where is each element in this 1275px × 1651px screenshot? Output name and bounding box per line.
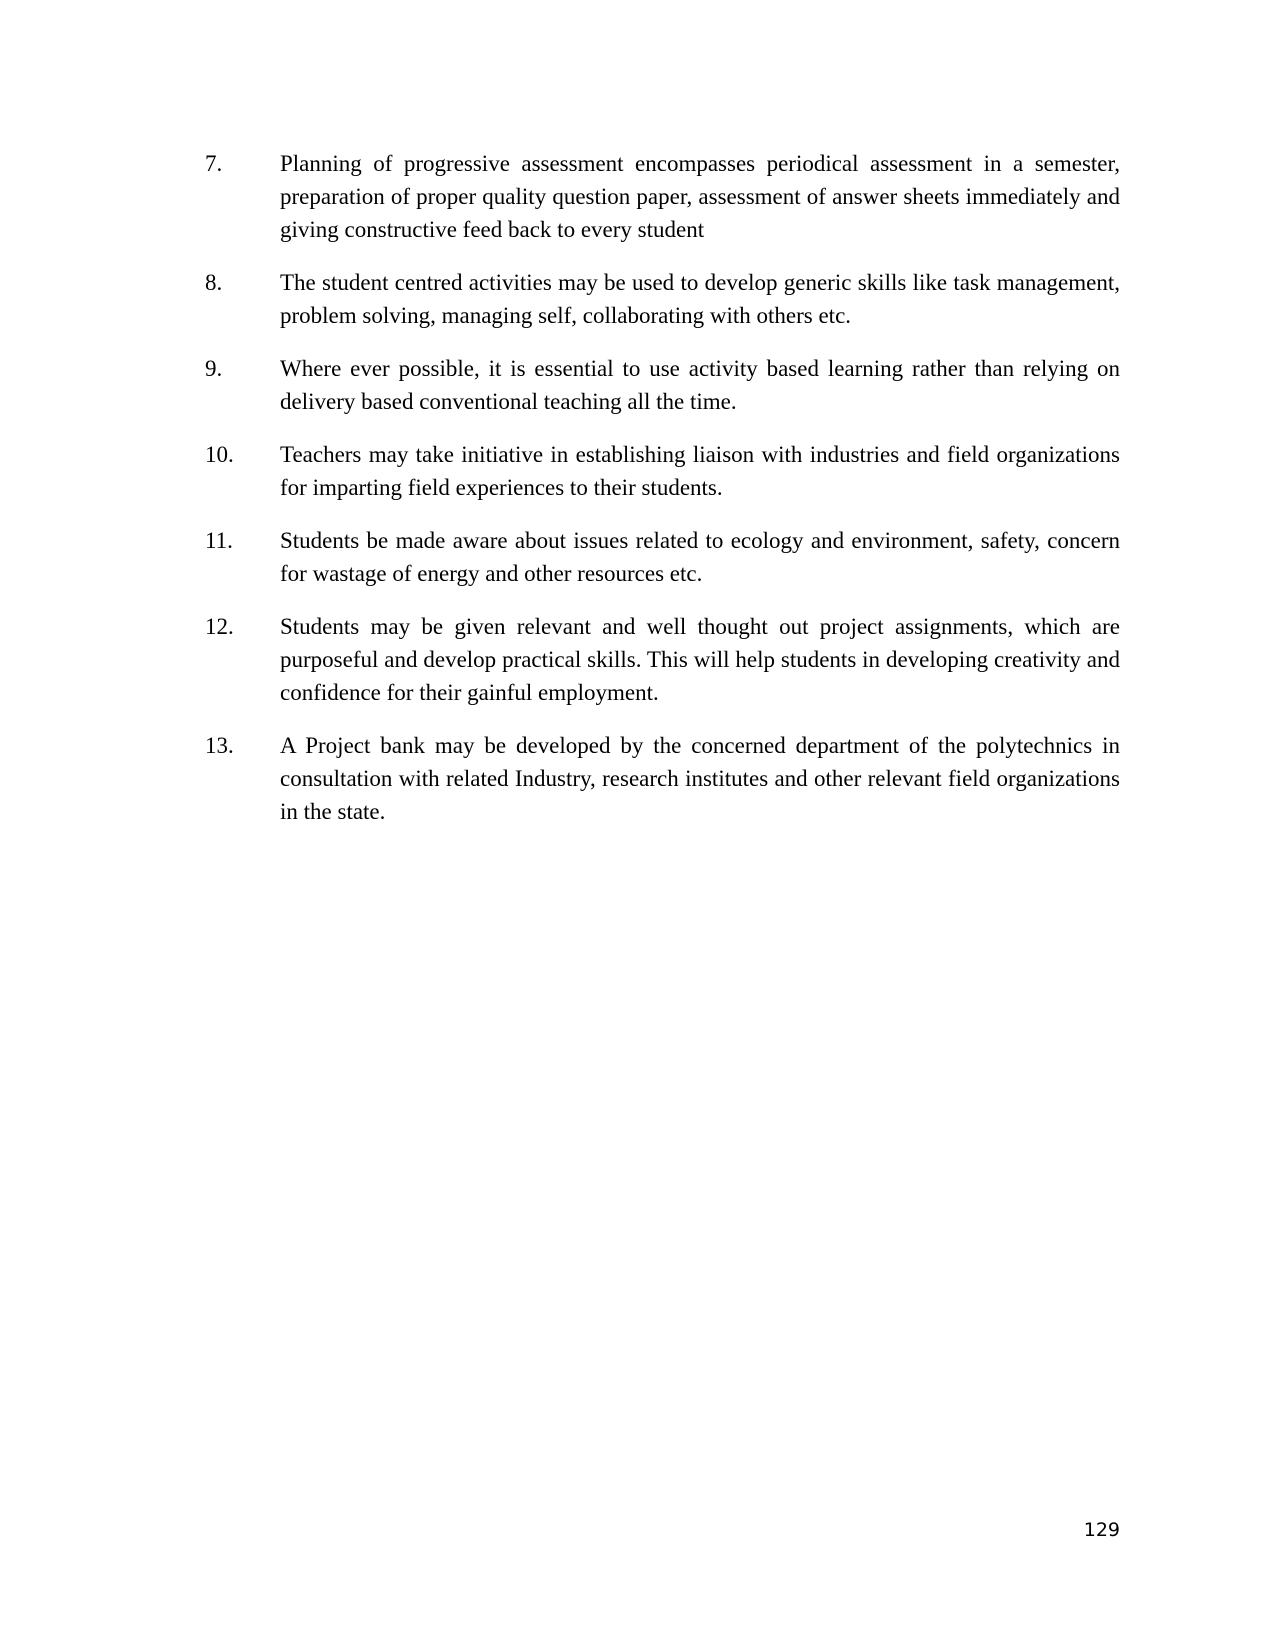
list-item (205, 438, 1120, 504)
list-item (205, 352, 1120, 418)
list-item-number: 9. (205, 356, 223, 381)
list-item (205, 610, 1120, 709)
list-item-number: 10. (205, 442, 234, 467)
list-item (205, 147, 1120, 246)
numbered-list (205, 147, 1120, 848)
list-item-number: 13. (205, 733, 234, 758)
list-item-text: Students be made aware about issues related to ecology and environment, safety, concern for wastage of energy and other resources etc. (280, 528, 1120, 586)
list-item-text: The student centred activities may be used to develop generic skills like task management, problem solving, managing self, collaborating with others etc. (280, 270, 1120, 328)
list-item-text: Planning of progressive assessment encompasses periodical assessment in a semester, preparation of proper quality question paper, assessment of answer sheets immediately and giving constructive feed back to every student (280, 151, 1120, 242)
list-item-text: Students may be given relevant and well thought out project assignments, which are purposeful and develop practical skills. This will help students in developing creativity and confidence for their gainful employment. (280, 614, 1120, 705)
list-item-number: 12. (205, 614, 234, 639)
list-item-text: Where ever possible, it is essential to use activity based learning rather than relying on delivery based conventional teaching all the time. (280, 356, 1120, 414)
list-item (205, 729, 1120, 828)
list-item-text: Teachers may take initiative in establishing liaison with industries and field organizations for imparting field experiences to their students. (280, 442, 1120, 500)
list-item-number: 11. (205, 528, 233, 553)
list-item-text: A Project bank may be developed by the concerned department of the polytechnics in consultation with related Industry, research institutes and other relevant field organizations in the state. (280, 733, 1120, 824)
list-item (205, 524, 1120, 590)
list-item-number: 7. (205, 151, 223, 176)
list-item-number: 8. (205, 270, 223, 295)
page-number: 129 (1083, 1519, 1120, 1541)
list-item (205, 266, 1120, 332)
